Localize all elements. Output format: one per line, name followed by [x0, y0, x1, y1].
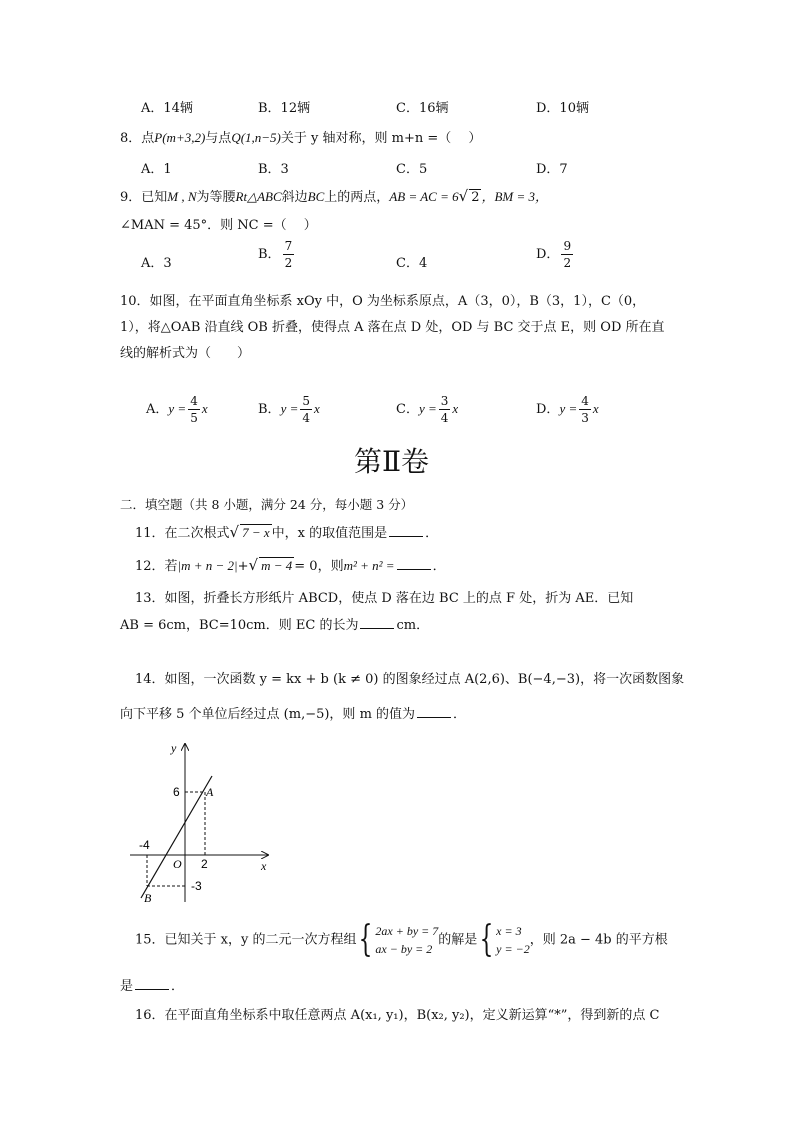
x-axis-label: x [261, 859, 267, 873]
q8-connector: 与点 [205, 131, 232, 146]
q7-option-b: B．12辆 [258, 101, 311, 116]
question-12: 12．若|m + n − 2|+√ m − 4 = 0，则m² + n² = ． [135, 556, 446, 574]
q12-radicand: m − 4 [261, 558, 293, 573]
q12-eq: = 0，则 [294, 559, 344, 574]
tick-neg-3: -3 [191, 879, 202, 893]
point-a-label: A [206, 785, 214, 799]
q9-option-b-num: 7 [284, 239, 293, 253]
q15-system-brace: { [359, 919, 373, 960]
q13-unit: cm． [396, 618, 430, 633]
q10-option-b-fraction [300, 395, 312, 424]
q11-answer-blank[interactable] [389, 524, 423, 537]
question-10-line-1: 10．如图，在平面直角坐标系 xOy 中，O 为坐标系原点，A（3，0），B（3，1），C（0， [120, 294, 646, 309]
q15-eq-1: 2ax + by = 7 [375, 924, 439, 938]
question-10-line-2: 1），将△OAB 沿直线 OB 折叠，使得点 A 落在点 D 处，OD 与 BC 交于点 E，则 OD 所在直 [120, 320, 665, 335]
q8-option-d: D．7 [536, 162, 568, 177]
q15-text-post: ，则 2a − 4b 的平方根 [529, 932, 668, 948]
question-15-line-1 [135, 919, 668, 960]
q10-option-c-x: x [452, 401, 459, 416]
q9-option-a: A．3 [141, 256, 172, 271]
tick-6: 6 [173, 785, 180, 799]
q15-equation-system [375, 922, 438, 958]
question-8-stem [120, 127, 481, 146]
y-axis-label: y [171, 741, 177, 755]
q13-answer-blank[interactable] [360, 616, 394, 629]
q11-end: ． [425, 526, 439, 541]
section-title: 第Ⅱ卷 [354, 445, 430, 478]
q10-option-b-label: B． [258, 402, 281, 417]
q11-radicand: 7 − x [242, 525, 270, 540]
q12-end: ． [432, 559, 446, 574]
question-14-line-1: 14．如图，一次函数 y = kx + b (k ≠ 0) 的图象经过点 A(2,6)、B(−4,−3)，将一次函数图象 [135, 672, 685, 687]
q8-point-q: Q(1,n−5) [231, 130, 281, 145]
q15-text-shi: 是 [120, 979, 134, 994]
q15-end: ． [171, 979, 185, 994]
q10-option-c-fraction [439, 395, 451, 424]
q8-option-b: B．3 [258, 162, 289, 177]
q12-plus: + [237, 559, 249, 574]
q9-option-d [536, 240, 575, 269]
q9-bm: ，BM = 3， [481, 189, 549, 204]
q10-option-d-x: x [592, 401, 599, 416]
q10-option-c-num: 3 [440, 394, 449, 408]
q8-number: 8．点 [120, 131, 155, 146]
q9-ab-ac: AB = AC = 6 [389, 189, 459, 204]
q9-mn: M , N [167, 189, 197, 204]
q13-text: AB = 6cm，BC=10cm．则 EC 的长为 [120, 618, 359, 633]
q8-option-c: C．5 [396, 162, 428, 177]
q15-text-pre: 15．已知关于 x，y 的二元一次方程组 [135, 932, 357, 948]
q15-eq-2: ax − by = 2 [375, 942, 433, 956]
question-13-line-1: 13．如图，折叠长方形纸片 ABCD，使点 D 落在边 BC 上的点 F 处，折为 AE．已知 [135, 591, 634, 606]
q10-option-b-num: 5 [302, 394, 310, 408]
q9-option-b-den: 2 [284, 256, 293, 270]
q14-end: ． [453, 707, 467, 722]
q9-option-b-fraction [283, 240, 295, 269]
q11-text-pre: 11．在二次根式 [135, 526, 230, 541]
linear-function-graph [125, 738, 275, 906]
q10-option-d-fraction [579, 395, 591, 424]
q14-answer-blank[interactable] [417, 705, 451, 718]
q9-text-c: 斜边 [281, 190, 308, 205]
q10-option-a-num: 4 [190, 394, 198, 408]
q8-tail: 关于 y 轴对称，则 m+n =（ ） [280, 131, 482, 146]
q12-abs-expr: |m + n − 2| [177, 558, 238, 573]
q10-option-a-label: A． [146, 402, 169, 417]
q9-bc: BC [307, 189, 325, 204]
q10-option-c [396, 395, 458, 424]
q10-option-c-label: C． [396, 402, 419, 417]
q10-option-b-den: 4 [302, 411, 310, 425]
q10-option-d-label: D． [536, 402, 560, 417]
question-15-line-2 [120, 975, 184, 994]
q10-option-c-den: 4 [440, 411, 449, 425]
question-9-line-2: ∠MAN = 45°．则 NC =（ ） [120, 218, 317, 233]
q10-option-b [258, 395, 320, 424]
q9-option-b-label: B． [258, 247, 281, 262]
q9-option-b [258, 240, 296, 269]
q10-option-a-den: 5 [190, 411, 198, 425]
q15-solution-brace: { [479, 919, 494, 960]
question-16-line-1: 16．在平面直角坐标系中取任意两点 A(x₁, y₁)，B(x₂, y₂)，定义新运算“*”，得到新的点 C [135, 1008, 660, 1023]
q10-option-d-num: 4 [581, 394, 589, 408]
q8-option-a: A．1 [141, 162, 172, 177]
q11-text-post: 中，x 的取值范围是 [271, 526, 388, 541]
point-b-label: B [144, 891, 152, 905]
origin-label: O [173, 857, 182, 871]
q9-text-b: 为等腰 [196, 190, 236, 205]
q8-point-p: P(m+3,2) [154, 130, 206, 145]
q12-expr: m² + n² = [343, 558, 395, 573]
q15-text-mid: 的解是 [438, 932, 478, 948]
q9-text-d: 上的两点， [324, 190, 390, 205]
question-13-line-2 [120, 614, 429, 633]
q10-option-b-lhs: y = [280, 401, 299, 416]
q9-option-d-label: D． [536, 247, 560, 262]
q9-option-d-fraction [561, 240, 573, 269]
tick-2: 2 [201, 857, 208, 871]
q9-option-d-den: 2 [563, 256, 572, 270]
q10-option-c-lhs: y = [418, 401, 437, 416]
q15-answer-blank[interactable] [135, 977, 169, 990]
q15-solution-system [496, 922, 530, 958]
q7-option-a: A．14辆 [141, 101, 193, 116]
q9-option-d-num: 9 [563, 239, 572, 253]
q15-sol-2: y = −2 [496, 942, 530, 956]
q9-triangle: Rt△ABC [235, 189, 282, 204]
q10-option-d-lhs: y = [559, 401, 578, 416]
question-11: 11．在二次根式√ 7 − x 中，x 的取值范围是 ． [135, 523, 439, 541]
q14-text: 向下平移 5 个单位后经过点 (m,−5)，则 m 的值为 [120, 707, 416, 722]
question-14-line-2 [120, 703, 466, 722]
q10-option-a-lhs: y = [168, 401, 187, 416]
q12-text-pre: 12．若 [135, 559, 178, 574]
tick-neg-4: -4 [139, 838, 150, 852]
q12-answer-blank[interactable] [397, 557, 431, 570]
section-2-heading: 二．填空题（共 8 小题，满分 24 分，每小题 3 分） [120, 497, 414, 512]
q10-option-a-fraction [188, 395, 200, 424]
q7-option-c: C．16辆 [396, 101, 449, 116]
q7-option-d: D．10辆 [536, 101, 589, 116]
q10-option-d-den: 3 [581, 411, 589, 425]
question-10-line-3: 线的解析式为（ ） [120, 346, 251, 361]
q10-option-a-x: x [201, 401, 208, 416]
q10-option-b-x: x [314, 401, 320, 416]
q10-option-d [536, 395, 599, 424]
q10-option-a [146, 395, 208, 424]
question-9-line-1: 9．已知M , N为等腰Rt△ABC斜边BC上的两点，AB = AC = 6√ 2 ，BM = 3， [120, 187, 549, 205]
q9-sqrt-2: 2 [471, 190, 480, 205]
q9-text-a: 9．已知 [120, 190, 168, 205]
q15-sol-1: x = 3 [496, 924, 522, 938]
q9-option-c: C．4 [396, 256, 428, 271]
